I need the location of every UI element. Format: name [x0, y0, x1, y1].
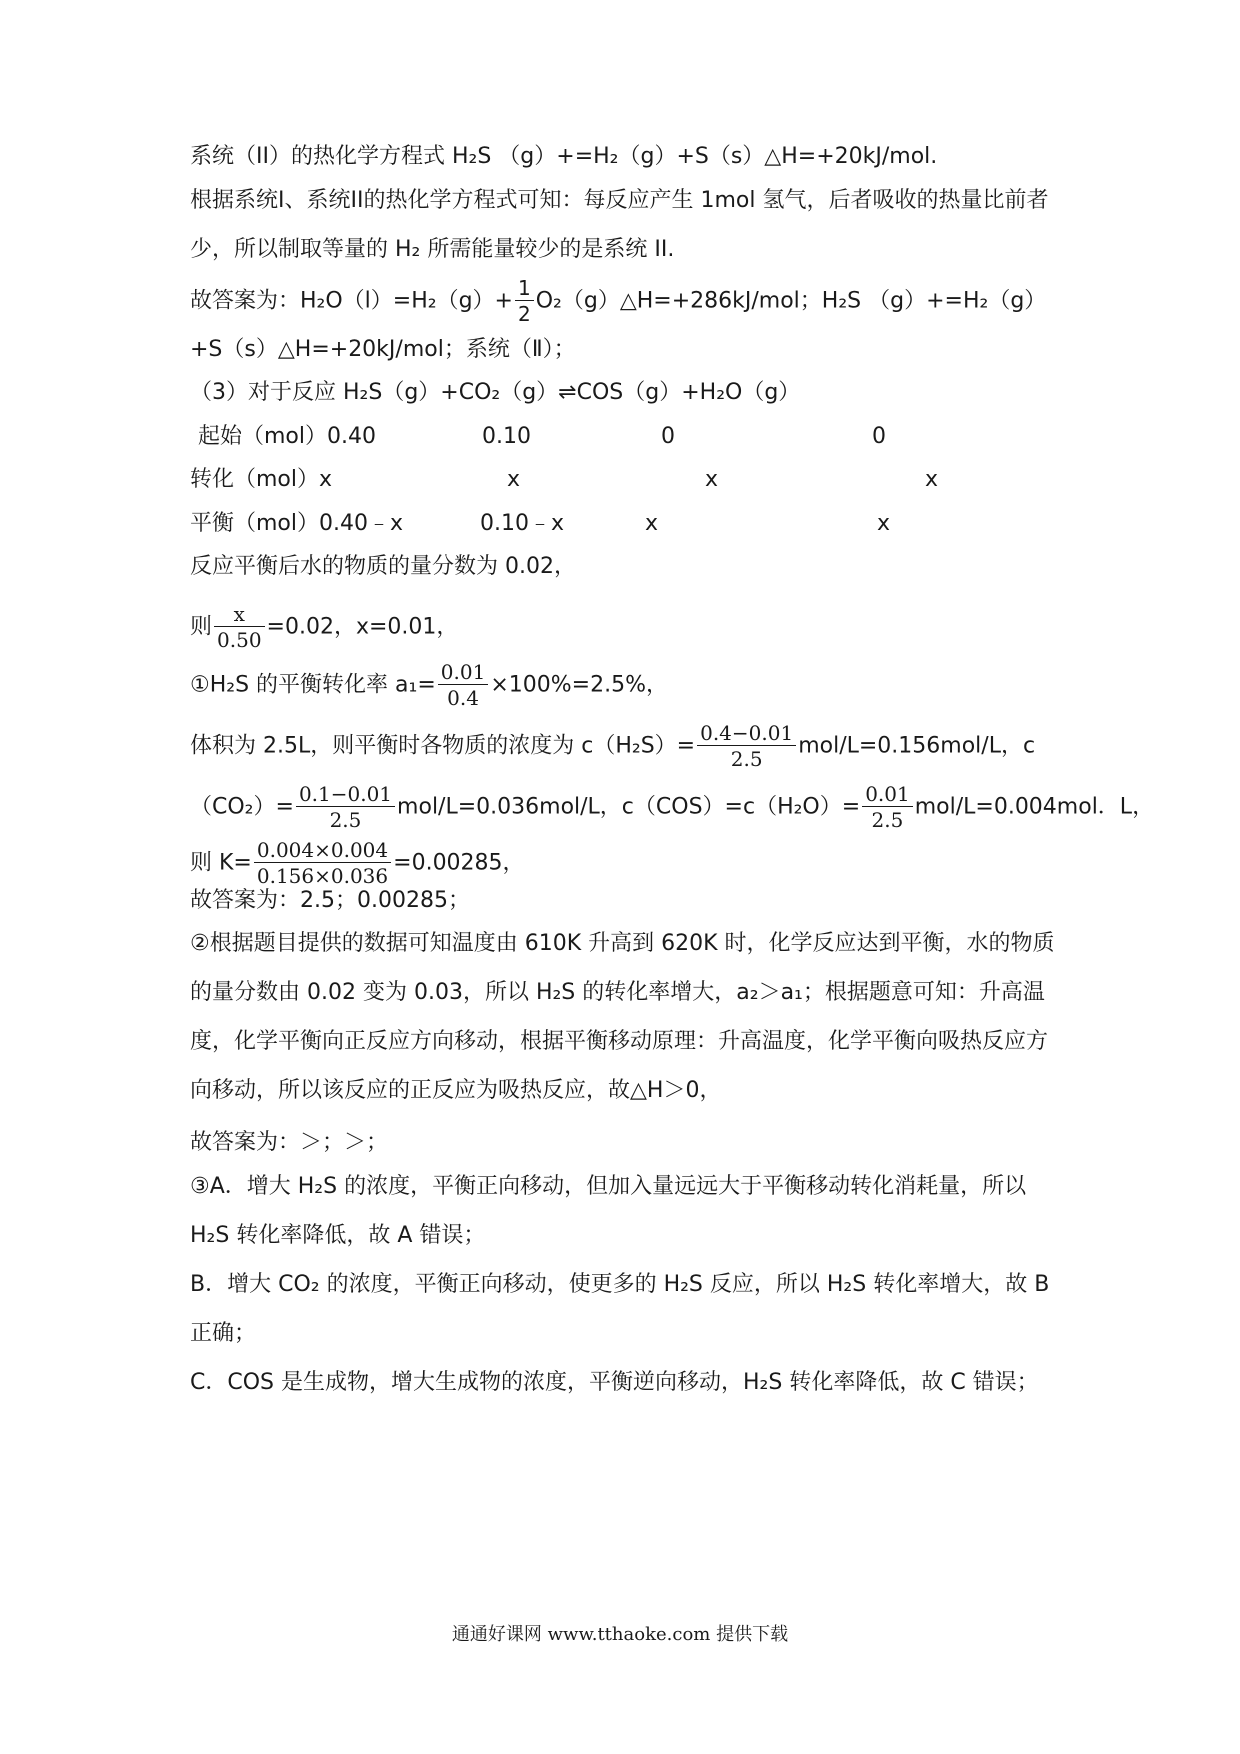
ice-cell: x	[705, 467, 719, 492]
answer-line-3: 故答案为：2.5；0.00285；	[190, 888, 470, 913]
page-footer: 通通好课网 www.tthaoke.com 提供下载	[451, 1624, 789, 1645]
fraction-c-co2: $\frac{0.1-0.01}{2.5}$	[296, 782, 395, 833]
fraction-k: $\frac{0.004\times 0.004}{0.156\times 0.036}$	[254, 838, 391, 889]
equation-line-k: 则 K= $\frac{0.004\times 0.004}{0.156\times 0.036}$ =0.00285，	[190, 838, 525, 888]
ice-cell: 0.10	[482, 424, 531, 449]
ice-cell: x	[507, 467, 521, 492]
equation-line-concentration-h2s: 体积为 2.5L，则平衡时各物质的浓度为 c（H₂S）= $\frac{0.4-0.01}{2.5}$ mol/L=0.156mol/L，c	[190, 721, 1036, 771]
reaction-line: （3）对于反应 H₂S（g）+CO₂（g）⇌COS（g）+H₂O（g）	[190, 380, 801, 405]
ice-cell: 0.10﹣x	[480, 511, 565, 536]
text-line: 系统（II）的热化学方程式 H₂S （g）+=H₂（g）+S（s）△H=+20kJ/mol.	[190, 144, 938, 169]
ice-cell: 起始（mol）0.40	[198, 424, 376, 449]
answer-line-4: 故答案为：＞；＞；	[190, 1130, 389, 1155]
ice-cell: 0	[661, 424, 675, 449]
paragraph-option-b: B．增大 CO₂ 的浓度，平衡正向移动，使更多的 H₂S 反应，所以 H₂S 转化率增大，故 B 正确；	[190, 1272, 1050, 1346]
ice-cell: x	[925, 467, 939, 492]
fraction-conversion: $\frac{0.01}{0.4}$	[438, 660, 489, 711]
answer-line-1: 故答案为：H₂O（l）=H₂（g）+ $\frac{1}{2}$ O₂（g）△H=+286kJ/mol；H₂S （g）+=H₂（g）	[190, 276, 1047, 326]
equation-line-x: 则 $\frac{x}{0.50}$ =0.02，x=0.01，	[190, 602, 459, 652]
paragraph-system-comparison: 根据系统I、系统II的热化学方程式可知：每反应产生 1mol 氢气，后者吸收的热量比前者少，所以制取等量的 H₂ 所需能量较少的是系统 II.	[190, 188, 1049, 262]
paragraph-option-a: ③A．增大 H₂S 的浓度，平衡正向移动，但加入量远远大于平衡移动转化消耗量，所以 H₂S 转化率降低，故 A 错误；	[190, 1174, 1027, 1248]
equation-line-concentration-co2: （CO₂）= $\frac{0.1-0.01}{2.5}$ mol/L=0.036mol/L，c（COS）=c（H₂O）= $\frac{0.01}{2.5}$ mol/L=0.004mol．L，	[190, 782, 1155, 832]
ice-cell: x	[645, 511, 659, 536]
fraction-one-half: $\frac{1}{2}$	[515, 276, 534, 327]
fraction-x-over-total: $\frac{x}{0.50}$	[214, 602, 265, 653]
fraction-c-cos: $\frac{0.01}{2.5}$	[862, 782, 913, 833]
ice-cell: 转化（mol）x	[190, 467, 333, 492]
text-line: 反应平衡后水的物质的量分数为 0.02，	[190, 554, 576, 579]
paragraph-option-c: C．COS 是生成物，增大生成物的浓度，平衡逆向移动，H₂S 转化率降低，故 C 错误；	[190, 1370, 1039, 1395]
ice-cell: 0	[872, 424, 886, 449]
ice-cell: 平衡（mol）0.40﹣x	[190, 511, 404, 536]
fraction-c-h2s: $\frac{0.4-0.01}{2.5}$	[697, 721, 796, 772]
equation-line-conversion: ①H₂S 的平衡转化率 a₁= $\frac{0.01}{0.4}$ ×100%=2.5%，	[190, 660, 668, 710]
answer-line-2: +S（s）△H=+20kJ/mol；系统（Ⅱ）；	[190, 337, 576, 362]
paragraph-temperature: ②根据题目提供的数据可知温度由 610K 升高到 620K 时，化学反应达到平衡，水的物质的量分数由 0.02 变为 0.03，所以 H₂S 的转化率增大，a₂＞a₁；根据题意可知：升高温度，化学平衡向正反应方向移动，根据平衡移动原理：升高温度，化学平衡向吸热反应方向移动，所以该反应的正反应为吸热反应，故△H＞0，	[190, 931, 1055, 1103]
ice-cell: x	[877, 511, 891, 536]
